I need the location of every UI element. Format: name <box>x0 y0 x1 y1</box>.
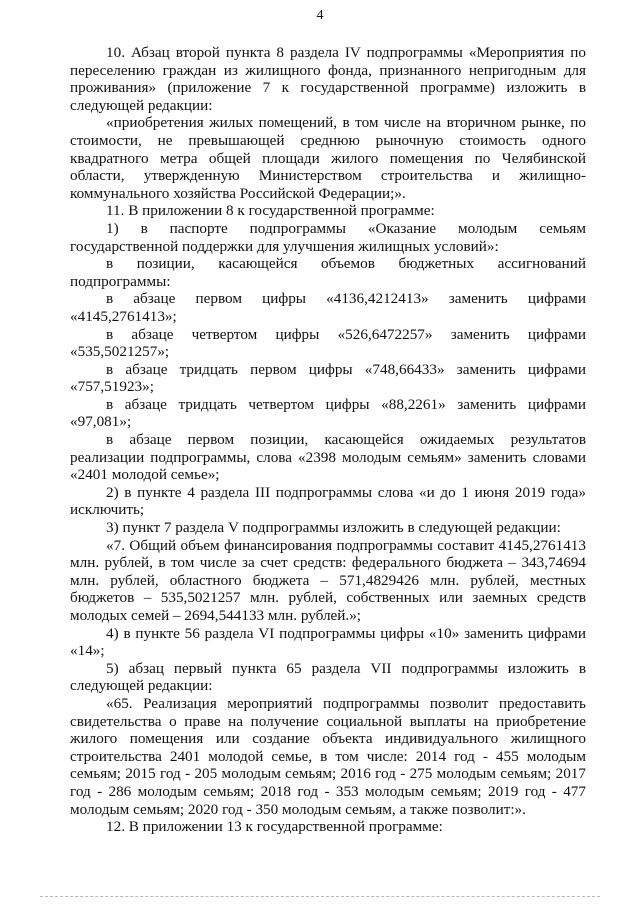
document-body <box>70 44 586 836</box>
paragraph-12-heading: 12. В приложении 13 к государственной программе: <box>106 818 443 836</box>
paragraph-11-item-2: 2) в пункте 4 раздела III подпрограммы слова «и до 1 июня 2019 года» исключить; <box>70 483 586 519</box>
paragraph-abzac-34: в абзаце тридцать четвертом цифры «88,2261» заменить цифрами «97,081»; <box>70 395 586 431</box>
paragraph-11-heading: 11. В приложении 8 к государственной программе: <box>106 202 435 220</box>
paragraph-11-item-3: 3) пункт 7 раздела V подпрограммы изложить в следующей редакции: <box>106 519 561 537</box>
paragraph-10-quote: «приобретения жилых помещений, в том числе на вторичном рынке, по стоимости, не превышающей среднюю рыночную стоимость одного квадратного метра общей площади жилого помещения по Челябинской области, утвержденную Министерством строительства и жилищно-коммунального хозяйства Российской Федерации;». <box>70 114 586 202</box>
paragraph-item-3-quote: «7. Общий объем финансирования подпрограммы составит 4145,2761413 млн. рублей, в том числе за счет средств: федерального бюджета – 343,74694 млн. рублей, областного бюджета – 571,4829426 млн. рублей, местных бюджетов – 535,5021257 млн. рублей, собственных или заемных средств молодых семей – 2694,544133 млн. рублей.»; <box>70 536 586 624</box>
paragraph-10-heading: 10. Абзац второй пункта 8 раздела IV подпрограммы «Мероприятия по переселению граждан из жилищного фонда, признанного непригодным для проживания» (приложение 7 к государственной программе) изложить в следующей редакции: <box>70 44 586 114</box>
paragraph-11-item-1: 1) в паспорте подпрограммы «Оказание молодым семьям государственной поддержки для улучшения жилищных условий»: <box>70 219 586 255</box>
paragraph-11-item-4: 4) в пункте 56 раздела VI подпрограммы цифры «10» заменить цифрами «14»; <box>70 624 586 660</box>
paragraph-expected-results: в абзаце первом позиции, касающейся ожидаемых результатов реализации подпрограммы, слова «2398 молодым семьям» заменить словами «2401 молодой семье»; <box>70 431 586 484</box>
paragraph-budget-position: в позиции, касающейся объемов бюджетных ассигнований подпрограммы: <box>70 255 586 290</box>
paragraph-abzac-31: в абзаце тридцать первом цифры «748,66433» заменить цифрами «757,51923»; <box>70 360 586 396</box>
paragraph-11-item-5: 5) абзац первый пункта 65 раздела VII подпрограммы изложить в следующей редакции: <box>70 659 586 695</box>
page-number: 4 <box>316 8 324 23</box>
paragraph-item-5-quote: «65. Реализация мероприятий подпрограммы позволит предоставить свидетельства о праве на получение социальной выплаты на приобретение жилого помещения или создание объекта индивидуального жилищного строительства 2401 молодой семье, в том числе: 2014 год - 455 молодым семьям; 2015 год - 205 молодым семьям; 2016 год - 275 молодым семьям; 2017 год - 286 молодым семьям; 2018 год - 353 молодым семьям; 2019 год - 477 молодым семьям; 2020 год - 350 молодым семьям, а также позволит:». <box>70 694 586 818</box>
bottom-divider <box>40 896 600 897</box>
paragraph-abzac-4: в абзаце четвертом цифры «526,6472257» заменить цифрами «535,5021257»; <box>70 325 586 361</box>
paragraph-abzac-1: в абзаце первом цифры «4136,4212413» заменить цифрами «4145,2761413»; <box>70 290 586 325</box>
